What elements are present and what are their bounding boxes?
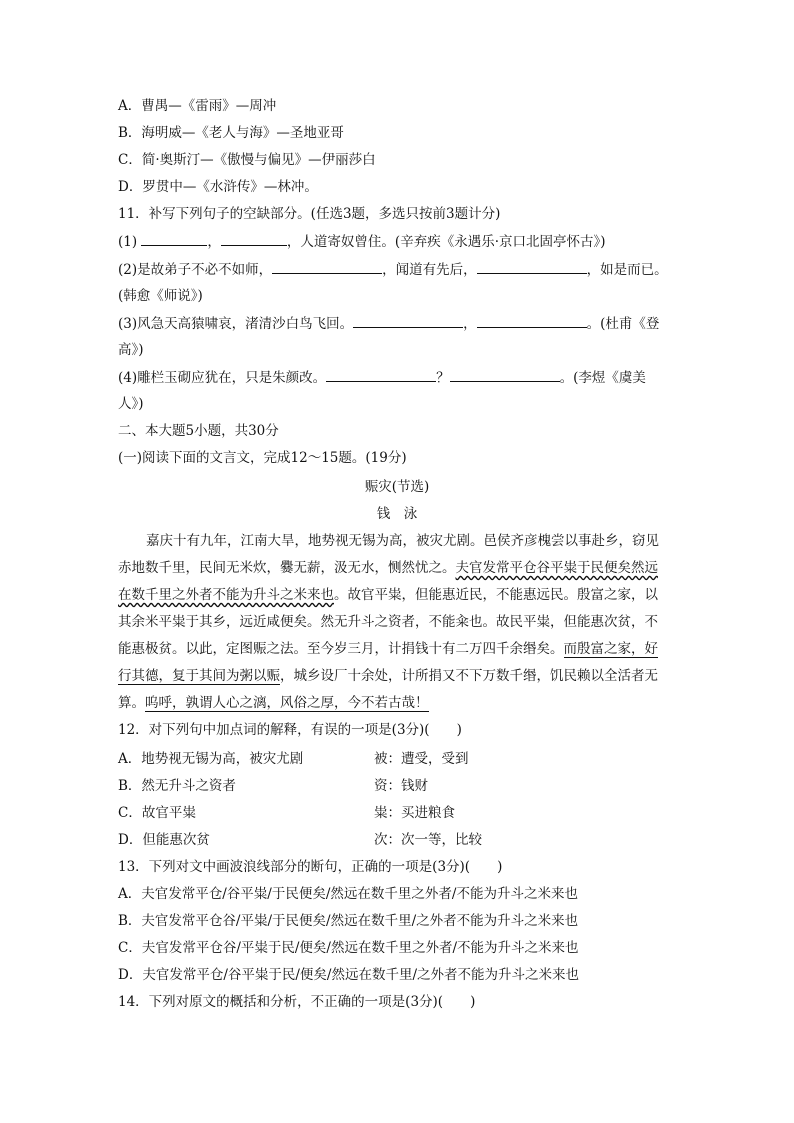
passage-line: 嘉庆十有九年，江南大旱，地势视无锡为高，被灾尤剧。邑侯齐彦槐尝以事赴乡，窃见: [146, 533, 659, 549]
passage-line: 其余米平粜于其乡，远近咸便矣。然无升斗之资者，不能籴也。故民平粜，但能惠次贫，不: [118, 614, 658, 630]
q11-blank[interactable]: [353, 314, 463, 328]
q11-item-1: [118, 232, 606, 251]
q11-item-3: [118, 314, 659, 333]
q11-item-4-prefix: (4)雕栏玉砌应犹在，只是朱颜改。: [118, 370, 327, 386]
q11-item-2-suffix: ，如是而已。: [586, 262, 668, 278]
q11-item-2: [118, 260, 668, 279]
passage-author: 钱 泳: [376, 506, 418, 522]
q11-item-4-cont: 人》): [118, 396, 144, 412]
q11-blank[interactable]: [450, 368, 560, 382]
passage-wavy-segment: 在数千里之外者不能为升斗之米来也: [118, 587, 334, 603]
passage-text: 。故官平粜，但能惠近民，不能惠远民。殷富之家，以: [334, 587, 658, 603]
q11-blank[interactable]: [477, 314, 587, 328]
q12-option-b-gloss: 资：钱财: [374, 778, 428, 794]
passage-text: 算。: [118, 695, 145, 711]
q12-option-b: B．然无升斗之资者: [118, 778, 236, 794]
q12-option-c-gloss: 粜：买进粮食: [374, 805, 455, 821]
q11-item-2-source: (韩愈《师说》): [118, 288, 203, 304]
q11-item-3-cont: 高》): [118, 342, 144, 358]
q11-item-3-prefix: (3)风急天高猿啸哀，渚清沙白鸟飞回。: [118, 316, 354, 332]
section-subheading: (一)阅读下面的文言文，完成12～15题。(19分): [118, 450, 407, 466]
passage-line: [118, 586, 658, 604]
q12-option-a-gloss: 被：遭受，受到: [374, 751, 469, 767]
passage-underlined-segment: 而殷富之家，好: [563, 641, 658, 657]
q11-stem: 11．补写下列句子的空缺部分。(任选3题，多选只按前3题计分): [118, 206, 501, 222]
q12-option-d: D．但能惠次贫: [118, 832, 210, 848]
passage-title: 赈灾(节选): [364, 479, 430, 495]
q11-item-2-prefix: (2)是故弟子不必不如师，: [118, 262, 273, 278]
q12-stem: 12．对下列句中加点词的解释，有误的一项是(3分)( ): [118, 722, 462, 738]
q11-item-1-sep: ，: [207, 234, 221, 250]
passage-line: [118, 694, 429, 712]
q11-blank[interactable]: [477, 260, 587, 274]
q11-blank[interactable]: [326, 368, 436, 382]
q11-blank[interactable]: [221, 232, 287, 246]
q12-option-c: C．故官平粜: [118, 805, 196, 821]
passage-line: [118, 640, 658, 658]
q11-item-1-suffix: ，人道寄奴曾住。(辛弃疾《永遇乐·京口北固亭怀古》): [286, 234, 606, 250]
q12-option-a: A．地势视无锡为高，被灾尤剧: [118, 751, 304, 767]
q13-stem: 13．下列对文中画波浪线部分的断句，正确的一项是(3分)( ): [118, 859, 503, 875]
q11-item-1-prefix: (1): [118, 234, 138, 250]
passage-wavy-segment: 夫官发常平仓谷平粜于民便矣然远: [455, 560, 658, 576]
q11-blank[interactable]: [272, 260, 382, 274]
q11-item-3-suffix: 。(杜甫《登: [586, 316, 660, 332]
q11-item-4-sep: ？: [436, 370, 450, 386]
q10-option-c: C．简·奥斯汀—《傲慢与偏见》—伊丽莎白: [118, 152, 376, 168]
q11-item-4-suffix: 。(李煜《虞美: [559, 370, 646, 386]
q11-blank[interactable]: [141, 232, 207, 246]
passage-underlined-segment: 呜呼，孰谓人心之漓，风俗之厚，今不若古哉！: [145, 695, 429, 711]
passage-text: ，城乡设厂十余处，计所捐又不下万数千缗，饥民赖以全活者无: [280, 668, 658, 684]
q14-stem: 14．下列对原文的概括和分析，不正确的一项是(3分)( ): [118, 994, 476, 1010]
section-heading: 二、本大题5小题，共30分: [118, 423, 279, 439]
passage-line: [118, 667, 658, 685]
q10-option-b: B．海明威—《老人与海》—圣地亚哥: [118, 125, 344, 141]
q13-option-c: C．夫官发常平仓谷/平粜于民/便矣/然远在数千里之外者/不能为升斗之米来也: [118, 940, 579, 956]
passage-text: 赤地数千里，民间无米炊，爨无薪，汲无水，恻然忧之。: [118, 560, 456, 576]
q13-option-a: A．夫官发常平仓/谷平粜/于民便矣/然远在数千里之外者/不能为升斗之米来也: [118, 886, 578, 902]
passage-underlined-segment: 行其德，复于其间为粥以赈: [118, 668, 280, 684]
q10-option-a: A．曹禺—《雷雨》—周冲: [118, 98, 277, 114]
q11-item-2-mid: ，闻道有先后，: [382, 262, 477, 278]
passage-text: 能惠极贫。以此，定图赈之法。至今岁三月，计捐钱十有二万四千余缗矣。: [118, 641, 564, 657]
q12-option-d-gloss: 次：次一等，比较: [374, 832, 482, 848]
passage-line: [118, 559, 658, 577]
q13-option-d: D．夫官发常平仓/谷平粜于民/便矣/然远在数千里/之外者不能为升斗之米来也: [118, 967, 580, 983]
q11-item-3-sep: ，: [463, 316, 477, 332]
q11-item-4: [118, 368, 646, 387]
q10-option-d: D．罗贯中—《水浒传》—林冲。: [118, 179, 318, 195]
q13-option-b: B．夫官发常平仓谷/平粜/于民便矣/然远在数千里/之外者不能为升斗之米来也: [118, 913, 579, 929]
